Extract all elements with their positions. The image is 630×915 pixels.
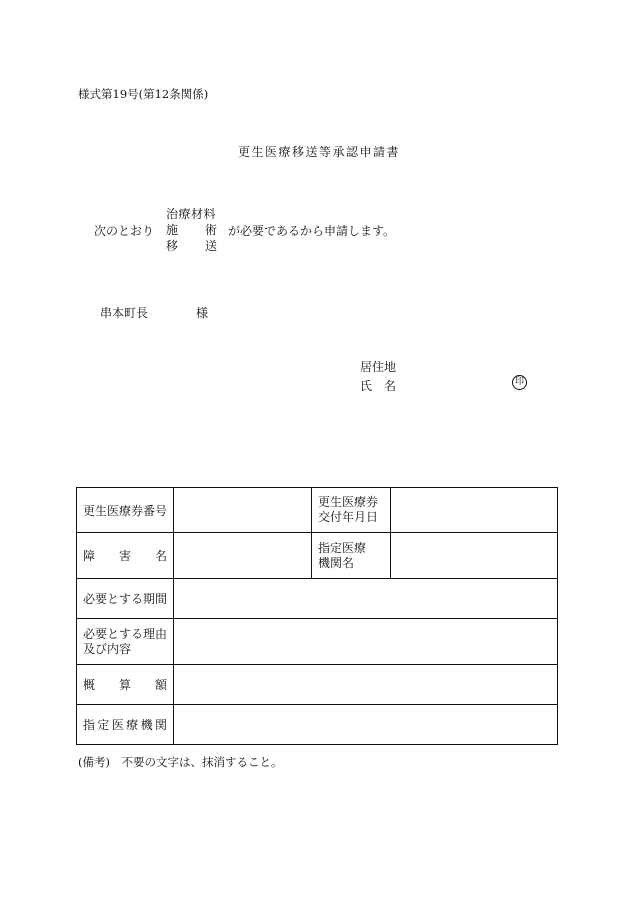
reason-label-line1: 必要とする理由 (83, 626, 168, 641)
option-transport: 移 送 (166, 239, 217, 253)
certificate-number-label: 更生医療券番号 (77, 488, 174, 533)
application-table (76, 487, 558, 745)
certificate-date-label-line2: 交付年月日 (318, 510, 379, 524)
table-row (77, 665, 558, 705)
designated-institution-text: 指 定 医 療 機 関 (83, 718, 167, 732)
table-row (77, 619, 558, 665)
required-period-field[interactable] (174, 579, 558, 619)
name-label: 氏 名 (360, 379, 397, 393)
address-label: 居住地 (360, 360, 397, 374)
certificate-date-label (312, 488, 391, 533)
table-row (77, 488, 558, 533)
form-number: 様式第19号(第12条関係) (78, 87, 209, 101)
option-procedure: 施 術 (166, 223, 217, 237)
table-row (77, 533, 558, 579)
reason-label (77, 619, 174, 665)
disability-name-field[interactable] (174, 533, 312, 579)
statement-options (166, 206, 236, 254)
designated-label-line1: 指定医療 (318, 540, 367, 555)
table-row (77, 705, 558, 745)
seal-mark: 印 (512, 375, 527, 390)
document-title: 更生医療移送等承認申請書 (238, 145, 401, 159)
remarks: (備考) 不要の文字は、抹消すること。 (78, 755, 283, 769)
disability-name-text: 障 害 名 (83, 549, 167, 563)
designated-institution-name-field[interactable] (391, 533, 558, 579)
designated-institution-field[interactable] (174, 705, 558, 745)
reason-field[interactable] (174, 619, 558, 665)
required-period-label: 必要とする期間 (77, 579, 174, 619)
estimate-text: 概 算 額 (83, 678, 167, 692)
statement-prefix: 次のとおり (94, 224, 155, 238)
certificate-number-field[interactable] (174, 488, 312, 533)
honorific: 様 (196, 306, 209, 320)
certificate-date-label-line1: 更生医療券 (318, 495, 379, 509)
option-treatment-materials: 治療材料 (166, 207, 217, 221)
designated-label-line2: 機関名 (318, 555, 355, 570)
designated-institution-name-label (312, 533, 391, 579)
addressee: 串本町長 (100, 306, 149, 320)
disability-name-label (77, 533, 174, 579)
statement-suffix: が必要であるから申請します。 (228, 224, 396, 238)
table-row (77, 579, 558, 619)
certificate-date-field[interactable] (391, 488, 558, 533)
reason-label-line2: 及び内容 (83, 641, 132, 656)
estimate-field[interactable] (174, 665, 558, 705)
estimate-label (77, 665, 174, 705)
designated-institution-label (77, 705, 174, 745)
